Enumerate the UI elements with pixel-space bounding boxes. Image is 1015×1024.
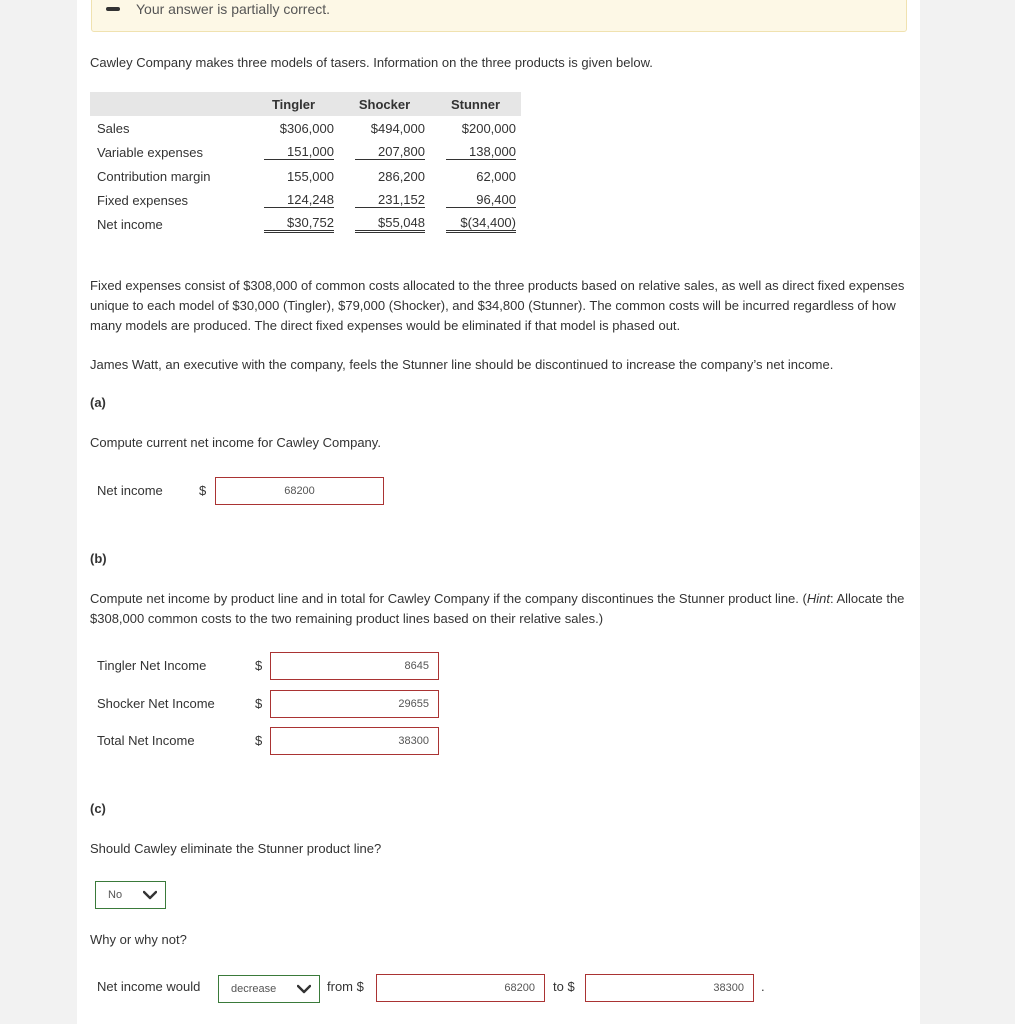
part-a-question: Compute current net income for Cawley Company. <box>90 435 381 450</box>
partial-icon <box>106 7 120 11</box>
net-income-label: Net income <box>97 483 163 498</box>
table-row <box>90 140 521 164</box>
currency-symbol: $ <box>199 483 207 498</box>
from-label: from $ <box>327 979 364 994</box>
question-text: Compute net income by product line and in total for Cawley Company if the company discontinues the Stunner product line. ( <box>90 591 807 606</box>
from-value-input[interactable]: 68200 <box>376 974 545 1002</box>
currency-symbol: $ <box>255 733 263 748</box>
part-a-label: (a) <box>90 395 106 410</box>
tingler-net-income-label: Tingler Net Income <box>97 658 207 673</box>
cell-value: 286,200 <box>378 168 425 184</box>
header-shocker: Shocker <box>339 92 430 116</box>
part-c-label: (c) <box>90 801 106 816</box>
select-value: No <box>108 889 123 901</box>
cell-value: $200,000 <box>461 120 516 136</box>
fixed-expenses-paragraph: Fixed expenses consist of $308,000 of common costs allocated to the three products based on relative sales, as well as direct fixed expenses unique to each model of $30,000 (Tingler), $79,000 (Shocker), and $34,800 (Stunner). The common costs will be incurred regardless of how many models are produced. The direct fixed expenses would be eliminated if that model is phased out. <box>90 278 905 333</box>
watt-paragraph: James Watt, an executive with the company, feels the Stunner line should be discontinued to increase the company’s net income. <box>90 357 834 372</box>
part-b-question <box>90 589 905 629</box>
header-tingler: Tingler <box>248 92 339 116</box>
row-label: Sales <box>97 120 130 136</box>
row-label: Variable expenses <box>97 144 203 160</box>
cell-value: 231,152 <box>355 192 425 208</box>
why-label: Why or why not? <box>90 932 187 947</box>
question-panel <box>77 0 920 1024</box>
to-value-input[interactable]: 38300 <box>585 974 754 1002</box>
question-text-rest: : Allocate the $308,000 common costs to the two remaining product lines based on their relative sales.) <box>90 591 905 626</box>
sentence-end: . <box>761 979 765 994</box>
tingler-net-income-input[interactable]: 8645 <box>270 652 439 680</box>
cell-value: 151,000 <box>264 144 334 160</box>
to-label: to $ <box>553 979 575 994</box>
intro-text: Cawley Company makes three models of tasers. Information on the three products is given below. <box>90 55 653 70</box>
shocker-net-income-input[interactable]: 29655 <box>270 690 439 718</box>
currency-symbol: $ <box>255 658 263 673</box>
part-b-label: (b) <box>90 551 107 566</box>
cell-value: $494,000 <box>370 120 425 136</box>
hint-word: Hint <box>806 591 830 606</box>
cell-value: 207,800 <box>355 144 425 160</box>
total-net-income-input[interactable]: 38300 <box>270 727 439 755</box>
product-info-table <box>90 92 521 236</box>
cell-value: 124,248 <box>264 192 334 208</box>
cell-value: 138,000 <box>446 144 516 160</box>
cell-value: $306,000 <box>279 120 334 136</box>
cell-value: 62,000 <box>476 168 516 184</box>
eliminate-answer-select[interactable] <box>95 881 166 909</box>
cell-value: 155,000 <box>287 168 334 184</box>
table-header-row <box>90 92 521 116</box>
change-direction-select[interactable] <box>218 975 320 1003</box>
row-label: Net income <box>97 216 163 232</box>
cell-value: $30,752 <box>264 215 334 233</box>
chevron-down-icon <box>297 983 311 995</box>
chevron-down-icon <box>143 889 157 901</box>
cell-value: 96,400 <box>446 192 516 208</box>
select-value: decrease <box>231 983 277 995</box>
row-label: Contribution margin <box>97 168 211 184</box>
table-row <box>90 164 521 188</box>
part-c-question: Should Cawley eliminate the Stunner product line? <box>90 841 382 856</box>
cell-value: $(34,400) <box>446 215 516 233</box>
shocker-net-income-label: Shocker Net Income <box>97 696 215 711</box>
cell-value: $55,048 <box>355 215 425 233</box>
total-net-income-label: Total Net Income <box>97 733 195 748</box>
net-income-input[interactable]: 68200 <box>215 477 384 505</box>
table-row <box>90 212 521 236</box>
currency-symbol: $ <box>255 696 263 711</box>
header-stunner: Stunner <box>430 92 521 116</box>
row-label: Fixed expenses <box>97 192 189 208</box>
partial-correct-alert <box>91 0 907 32</box>
alert-text: Your answer is partially correct. <box>136 1 331 17</box>
table-row <box>90 188 521 212</box>
table-row <box>90 116 521 140</box>
sentence-start: Net income would <box>97 979 201 994</box>
header-blank <box>90 92 248 116</box>
